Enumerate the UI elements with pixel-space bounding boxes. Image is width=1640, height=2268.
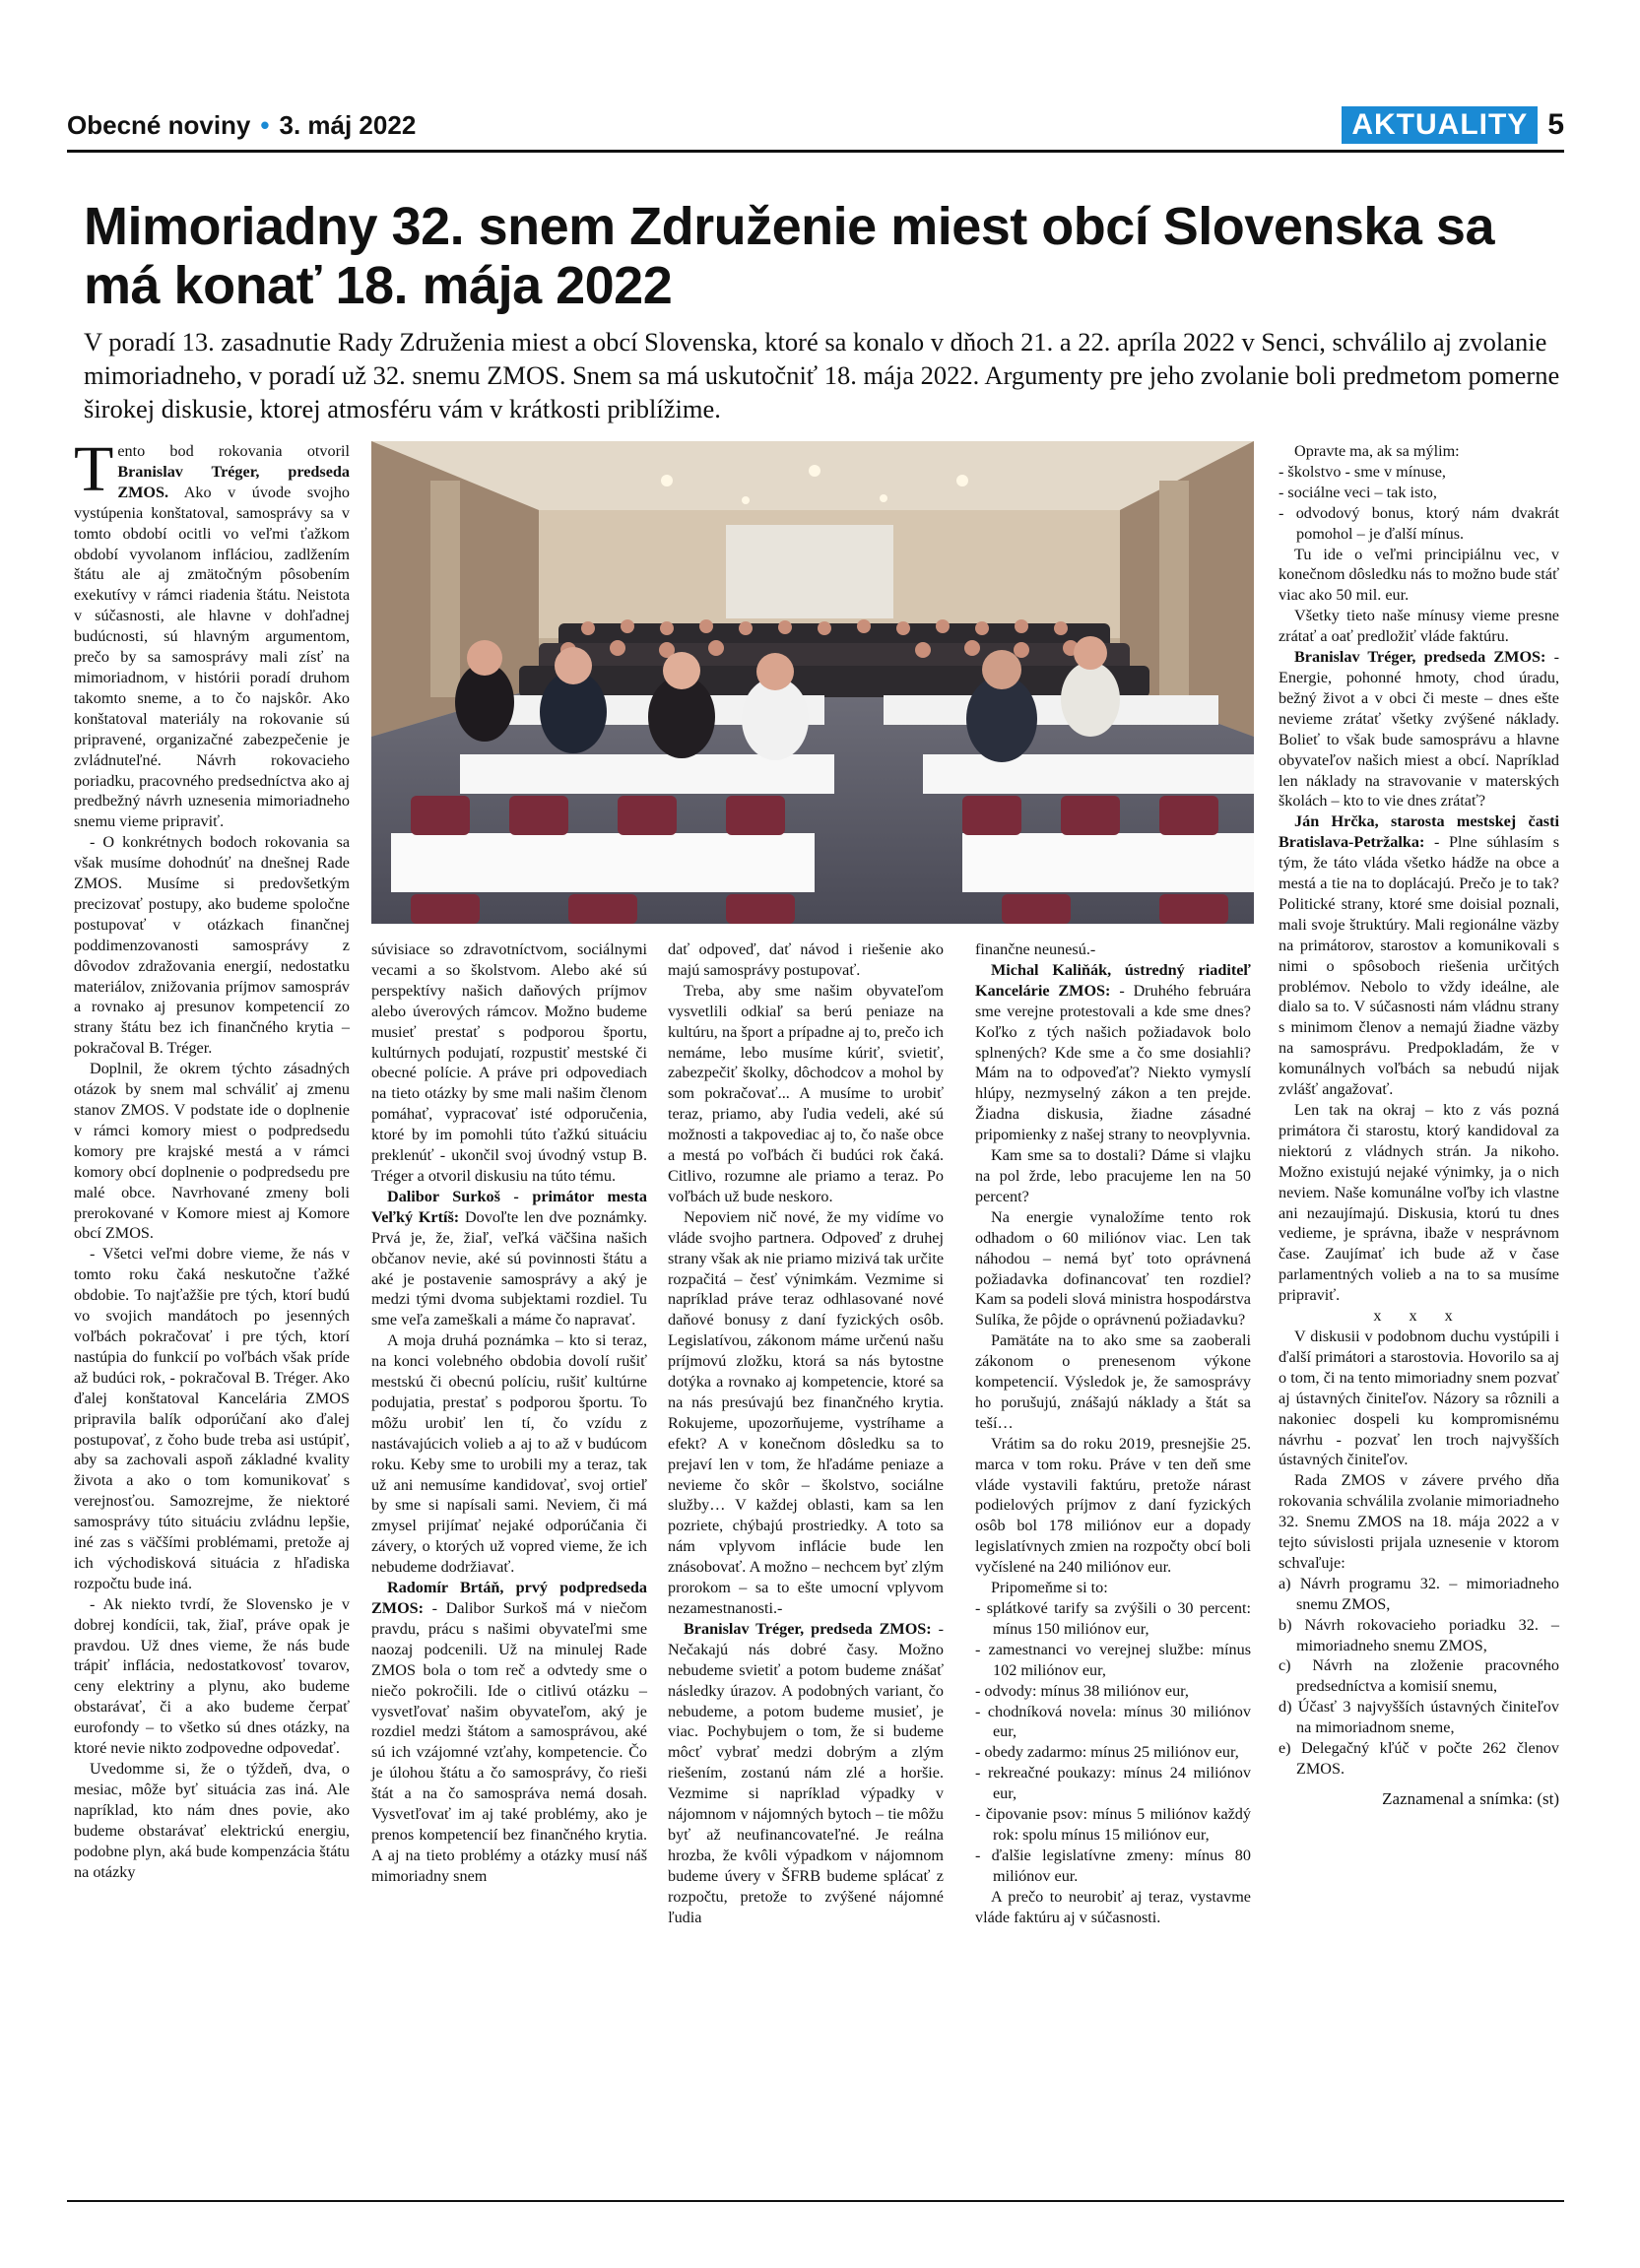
paragraph: Treba, aby sme našim obyvateľom vysvetlili odkiaľ sa berú peniaze na kultúru, na šport a prípadne aj to, prečo ich nemáme, lebo musíme kúriť, svietiť, zabezpečiť školky, dôchodcov a mohol by som pokračovať... A musíme to urobiť teraz, priamo, aby ľudia vedeli, aké sú možnosti a takpovediac aj to, čo naše obce a mestá po voľbách či budúci rok čaká. Citlivo, rozumne ale priamo a teraz. Po voľbách už bude neskoro. xyxy=(668,981,944,1205)
text-span: Dovoľte len dve poznámky. Prvá je, že, žiaľ, veľká väčšina našich občanov nevie, aké sú povinnosti štátu a aké je postavenie samosprávy a aký je medzi tými dvoma subjektami rozdiel. Tu sme veľa zameškali a máme čo napravať. xyxy=(371,1207,647,1329)
paragraph xyxy=(74,433,350,832)
list-item: - rekreačné poukazy: mínus 24 miliónov eur, xyxy=(975,1764,1251,1803)
paragraph: - O konkrétnych bodoch rokovania sa však musíme dohodnúť na dnešnej Rade ZMOS. Musíme si predovšetkým precizovať postupy, ako budeme spoločne postupovať v otázkach finančnej poddimenzovanosti samosprávy z dôvodov zdražovania energií, nedostatku materiálov, znižovania príjmov samospráv a rovnako aj presunov kompetencií zo strany štátu bez ich finančného krytia – pokračoval B. Tréger. xyxy=(74,833,350,1058)
list-item: - čipovanie psov: mínus 5 miliónov každý rok: spolu mínus 15 miliónov eur, xyxy=(975,1805,1251,1844)
paragraph: Nepoviem nič nové, že my vidíme vo vláde svojho partnera. Odpoveď z druhej strany však ak nie priamo mizivá tak určite rozpačitá – česť výnimkám. Vezmime si napríklad práve teraz odhlasované nové daňové bonusy z daní fyzických osôb. Legislatívou, zákonom máme určenú našu príjmovú zložku, ktorá sa nás bytostne dotýka a rovnako aj kompetencie, ktoré sa na nás presúvajú bez finančného krytia. Rokujeme, upozorňujeme, vystríhame a efekt? A v konečnom dôsledku sa to prejaví len v tom, že hľadáme peniaze a nevieme čo skôr – školstvo, sociálne služby… V každej oblasti, kam sa len pozriete, chýbajú prostriedky. A toto sa nám vplyvom inflácie bude len znásobovať. A možno – nechcem byť zlým prorokom – sa to ešte umocní vplyvom nezamestnanosti.- xyxy=(668,1207,944,1617)
paragraph: finančne neunesú.- xyxy=(975,940,1096,958)
paragraph: Len tak na okraj – kto z vás pozná primátora či starostu, ktorý kandidoval za niektorú z vládnych strán. Ja nikoho. Možno existujú nejaké výnimky, ja o nich neviem. Naše komunálne voľby ich vlastne ani nezaujímajú. Diskusia, ktorú tu dnes vedieme, je správna, ibaže v nesprávnom čase. Zaujímať ich bude až v čase parlamentných volieb a na to sa musíme pripraviť. xyxy=(1279,1101,1559,1305)
drop-cap: T xyxy=(74,433,114,505)
text-span: Ako v úvode svojho vystúpenia konštatoval, samosprávy sa v tomto období ocitli vo veľmi ťažkom období vyvolanom infláciou, zadlžením štátu ale aj zmätočným pôsobením exekutívy v rámci riadenia štátu. Neistota v súčasnosti, ale hlavne v dohľadnej budúcnosti, sú hlavným argumentom, prečo by sa samosprávy mali zísť na mimoriadnom, v histórii poradí druhom takomto sneme, a to čo najskôr. Ako konštatoval materiály na rokovanie sú pripravené, organizačné zabezpečenie je zvládnuteľné. Návrh rokovacieho poriadku, pracovného predsedníctva ako aj predbežný návrh uznesenia mimoriadneho snemu vieme pripraviť. xyxy=(74,483,350,831)
paragraph: dať odpoveď, dať návod i riešenie ako majú samosprávy postupovať. xyxy=(668,940,944,979)
paragraph: - Všetci veľmi dobre vieme, že nás v tomto roku čaká neskutočne ťažké obdobie. To najťažšie pre tých, ktorí budú vo svojich mandátoch po jesenných voľbách pokračovať i pre tých, ktorí nastúpia do funkcií po voľbách však príde až budúci rok, - pokračoval B. Tréger. Ako ďalej konštatoval Kancelária ZMOS pripravila balík odporúčaní ako ďalej postupovať, z čoho bude treba asi ustúpiť, aby sa zachovali aspoň základné kvality života a ako o tom komunikovať s verejnosťou. Samozrejme, že niektoré samosprávy túto situáciu zvládnu lepšie, iné zas s väčšími problémami, pretože aj ich východisková situácia z hľadiska rozpočtu bude iná. xyxy=(74,1245,350,1592)
speaker-name: Ján Hrčka, starosta mestskej časti Bratislava-Petržalka: xyxy=(1279,812,1559,852)
list-item: - ďalšie legislatívne zmeny: mínus 80 miliónov eur. xyxy=(975,1846,1251,1885)
paragraph xyxy=(1279,811,1559,1100)
list-item: - obedy zadarmo: mínus 25 miliónov eur, xyxy=(975,1743,1239,1762)
column-2 xyxy=(371,940,647,1887)
paragraph: - Ak niekto tvrdí, že Slovensko je v dobrej kondícii, tak, žiaľ, práve opak je pravdou. Už dnes vieme, že nás bude trápiť inflácia, nedostatkovosť tovarov, ceny elektriny a plynu, ako budeme obstarávať, či a ako budeme čerpať eurofondy – to všetko sú dnes otázky, na ktoré nevie nikto zodpovedne odpovedať. xyxy=(74,1594,350,1758)
section-heading xyxy=(1342,106,1564,144)
paragraph xyxy=(975,960,1251,1145)
column-1 xyxy=(74,433,350,1882)
paragraph xyxy=(371,1187,647,1330)
text-span: - Nečakajú nás dobré časy. Možno nebudeme svietiť a potom budeme znášať následky úrazov. A podobných variant, čo nebudeme, a potom budeme musieť, je viac. Pochybujem o tom, že si budeme môcť vybrať medzi dobrým a zlým riešením, zostanú nám zlé a horšie. Vezmime si napríklad výpadky v nájomnom v nájomných bytoch – tie môžu byť až neufinancovateľné. Je reálna hrozba, že kvôli výpadkom v nájomnom budeme úvery v ŠFRB budeme splácať z rozpočtu, pretože to zvýšené nájomné ľudia xyxy=(668,1619,944,1926)
column-3 xyxy=(668,940,944,1928)
resolution-item: a) Návrh programu 32. – mimoriadneho snemu ZMOS, xyxy=(1279,1574,1559,1613)
resolution-item: d) Účasť 3 najvyšších ústavných činiteľov na mimoriadnom sneme, xyxy=(1279,1698,1559,1737)
paragraph: Na energie vynaložíme tento rok odhadom o 60 miliónov viac. Len tak náhodou – nemá byť toto oprávnená požiadavka dofinancovať ten rozdiel? Kam sa podeli slová ministra hospodárstva Sulíka, že pôjde o oprávnenú požiadavku? xyxy=(975,1207,1251,1329)
paragraph: Opravte ma, ak sa mýlim: xyxy=(1294,442,1460,460)
list-item: - zamestnanci vo verejnej službe: mínus 102 miliónov eur, xyxy=(975,1640,1251,1679)
column-5 xyxy=(1279,441,1559,1810)
section-tag: AKTUALITY xyxy=(1342,106,1538,144)
speaker-name: Branislav Tréger, predseda ZMOS. xyxy=(117,462,350,501)
paragraph: Vrátim sa do roku 2019, presnejšie 25. marca v tom roku. Práve v ten deň sme vláde vystavili faktúru, pretože nárast podielových príjmov z daní fyzických osôb bol 178 miliónov eur a dopady legislatívnych zmien na rozpočty obcí boli vyčíslené na 240 miliónov eur. xyxy=(975,1434,1251,1577)
lead-paragraph: V poradí 13. zasadnutie Rady Združenia miest a obcí Slovenska, ktoré sa konalo v dňoch 21. a 22. apríla 2022 v Senci, schválilo aj zvolanie mimoriadneho, v poradí už 32. snemu ZMOS. Snem sa má uskutočniť 18. mája 2022. Argumenty pre jeho zvolanie boli predmetom pomerne širokej diskusie, ktorej atmosféru vám v krátkosti priblížime. xyxy=(84,327,1560,423)
speaker-name: Michal Kaliňák, ústredný riaditeľ Kancelárie ZMOS: xyxy=(975,960,1251,1000)
paragraph: A prečo to neurobiť aj teraz, vystavme vláde faktúru aj v súčasnosti. xyxy=(975,1887,1251,1926)
list-item: - chodníková novela: mínus 30 miliónov eur, xyxy=(975,1702,1251,1741)
issue-date: 3. máj 2022 xyxy=(279,110,417,140)
list-item: - odvodový bonus, ktorý nám dvakrát pomohol – je ďalší mínus. xyxy=(1279,503,1559,543)
headline: Mimoriadny 32. snem Združenie miest obcí Slovenska sa má konať 18. mája 2022 xyxy=(84,197,1495,315)
text-span: - Plne súhlasím s tým, že táto vláda všetko hádže na obce a mestá a tie na to doplácajú. Prečo je to tak? Politické strany, ktoré sme doisial poznali, mali svoje štruktúry. Mali regionálne väzby na primátorov, starostov a komunikovali s nimi o spôsoboch riešenia určitých problémov. Nebolo to vždy ideálne, ale dialo sa to. V súčasnosti nám vládnu strany s minimom členov a nemajú žiadne väzby na samosprávu. Predpokladám, že v komunálnych voľbách sa nebudú nijak zvlášť angažovať. xyxy=(1279,833,1559,1099)
section-separator: x x x xyxy=(1373,1307,1465,1326)
paragraph: Pamätáte na to ako sme sa zaoberali zákonom o prenesenom výkone kompetencií. Výsledok je, že samosprávy ho porušujú, znášajú náklady a štát sa teší… xyxy=(975,1331,1251,1432)
masthead xyxy=(67,110,416,141)
list-item: - odvody: mínus 38 miliónov eur, xyxy=(975,1681,1189,1700)
list-item: - sociálne veci – tak isto, xyxy=(1279,483,1437,501)
paragraph xyxy=(668,1619,944,1928)
text-span: - Dalibor Surkoš má v niečom pravdu, prácu s našimi obyvateľmi sme naozaj podcenili. Už na minulej Rade ZMOS bola o tom reč a odvtedy sme o niečo pokročili. Ide o citlivú otázku – vysvetľovať našim obyvateľom, aký je rozdiel medzi štátom a samosprávou, aké sú ich vzájomné vzťahy, kompetencie. Čo je úlohou štátu a čo samosprávy, čo rieši štát a na čo samospráva nemá dosah. Vysvetľovať im aj také problémy, ako je prenos kompetencií bez finančného krytia. A aj na tieto problémy a otázky musí náš mimoriadny snem xyxy=(371,1599,647,1885)
resolution-item: e) Delegačný kľúč v počte 262 členov ZMOS. xyxy=(1279,1739,1559,1778)
paragraph: V diskusii v podobnom duchu vystúpili i ďalší primátori a starostovia. Hovorilo sa aj o tom, či na tento mimoriadny snem pozvať aj ústavných činiteľov. Názory sa rôznili a nakoniec dospeli ku kompromisnému návrhu - pozvať len troch najvyšších ústavných činiteľov. xyxy=(1279,1327,1559,1469)
paragraph: Uvedomme si, že o týždeň, dva, o mesiac, môže byť situácia zas iná. Ale napríklad, kto nám dnes povie, ako budeme obstarávať elektrickú energiu, podobne plyn, aká bude kompenzácia štátu na otázky xyxy=(74,1760,350,1881)
publication-name: Obecné noviny xyxy=(67,110,251,140)
text-span: - Energie, pohonné hmoty, chod úradu, bežný život a v obci či meste – dnes ešte nevieme zrátať všetky zvýšené náklady. Bolieť to však bude samosprávu a hlavne obyvateľov našich miest a obcí. Napríklad len náklady na stravovanie v materských školách – kto to vie dnes zrátať? xyxy=(1279,648,1559,810)
column-4 xyxy=(975,940,1251,1928)
page-header xyxy=(67,106,1564,146)
speaker-name: Dalibor Surkoš - primátor mesta Veľký Krtíš: xyxy=(371,1187,647,1226)
paragraph: Všetky tieto naše mínusy vieme presne zrátať a oať predložiť vláde faktúru. xyxy=(1279,607,1559,646)
paragraph: Pripomeňme si to: xyxy=(991,1579,1108,1597)
paragraph xyxy=(1279,647,1559,811)
text-span: ento bod rokovania otvoril xyxy=(117,442,350,460)
photo-credit: Zaznamenal a snímka: (st) xyxy=(1382,1788,1559,1808)
bullet-separator: • xyxy=(260,110,270,140)
paragraph: Tu ide o veľmi principiálnu vec, v konečnom dôsledku nás to možno bude stáť viac ako 50 mil. eur. xyxy=(1279,545,1559,605)
resolution-item: b) Návrh rokovacieho poriadku 32. – mimoriadneho snemu ZMOS, xyxy=(1279,1615,1559,1654)
footer-rule xyxy=(67,2200,1564,2202)
paragraph xyxy=(371,1578,647,1887)
page-number: 5 xyxy=(1547,108,1564,141)
list-item: - splátkové tarify sa zvýšili o 30 percent: mínus 150 miliónov eur, xyxy=(975,1599,1251,1638)
paragraph: Rada ZMOS v závere prvého dňa rokovania schválila zvolanie mimoriadneho 32. Snemu ZMOS na 18. mája 2022 a v tejto súvislosti prijala uznesenie v ktorom schvaľuje: xyxy=(1279,1471,1559,1572)
text-span: - Druhého februára sme verejne protestovali a kde sme dnes? Koľko z tých našich požiadavok bolo splnených? Kde sme a čo sme dosiahli? Mám na to odpoveďať? Niekto vymyslí hlúpy, nezmyselný zákon a ten prejde. Žiadna diskusia, žiadne zásadné pripomienky z našej strany to neovplyvnia. xyxy=(975,981,1251,1144)
paragraph: Kam sme sa to dostali? Dáme si vlajku na pol žrde, lebo pracujeme len na 50 percent? xyxy=(975,1146,1251,1205)
paragraph: súvisiace so zdravotníctvom, sociálnymi vecami a so školstvom. Alebo aké sú perspektívy našich daňových príjmov alebo úverových rámcov. Možno budeme musieť prestať s podporou športu, kultúrnych podujatí, rozpustiť mestské či obecné polície. A práve pri odpovediach na tieto otázky by sme mali našim členom pomáhať, vypracovať isté odporučenia, ktoré by im pomohli túto ťažkú situáciu preklenúť - ukončil svoj úvodný vstup B. Tréger a otvoril diskusiu na túto tému. xyxy=(371,940,647,1185)
speaker-name: Branislav Tréger, predseda ZMOS: xyxy=(1294,648,1546,667)
resolution-item: c) Návrh na zloženie pracovného predsedníctva a komisií snemu, xyxy=(1279,1656,1559,1696)
speaker-name: Branislav Tréger, predseda ZMOS: xyxy=(684,1619,932,1638)
header-rule xyxy=(67,150,1564,153)
conference-photo xyxy=(371,441,1254,924)
conference-hall-image xyxy=(371,441,1254,924)
paragraph: Doplnil, že okrem týchto zásadných otázok by snem mal schváliť aj zmenu stanov ZMOS. V podstate ide o doplnenie v rámci komory miest o podpredsedu komory pre krajské mestá a v rámci komory obcí doplnenie o podpredsedu pre malé obce. Navrhované zmeny boli prerokované v Komore miest aj Komore obcí ZMOS. xyxy=(74,1060,350,1243)
paragraph: A moja druhá poznámka – kto si teraz, na konci volebného obdobia dovolí rušiť mestskú či obecnú políciu, rušiť kultúrne podujatia, prestať s podporou športu. To môžu urobiť len tí, čo vzídu z nastávajúcich volieb a aj to až v budúcom roku. Keby sme to urobili my a teraz, tak už ani nemusíme kandidovať, svoj ortieľ by sme si napísali sami. Neviem, či má zmysel prijímať nejaké odporúčania či závery, o ktorých už vopred vieme, že ich nebudeme dodržiavať. xyxy=(371,1331,647,1577)
speaker-name: Radomír Brtáň, prvý podpredseda ZMOS: xyxy=(371,1579,647,1617)
list-item: - školstvo - sme v mínuse, xyxy=(1279,462,1446,481)
